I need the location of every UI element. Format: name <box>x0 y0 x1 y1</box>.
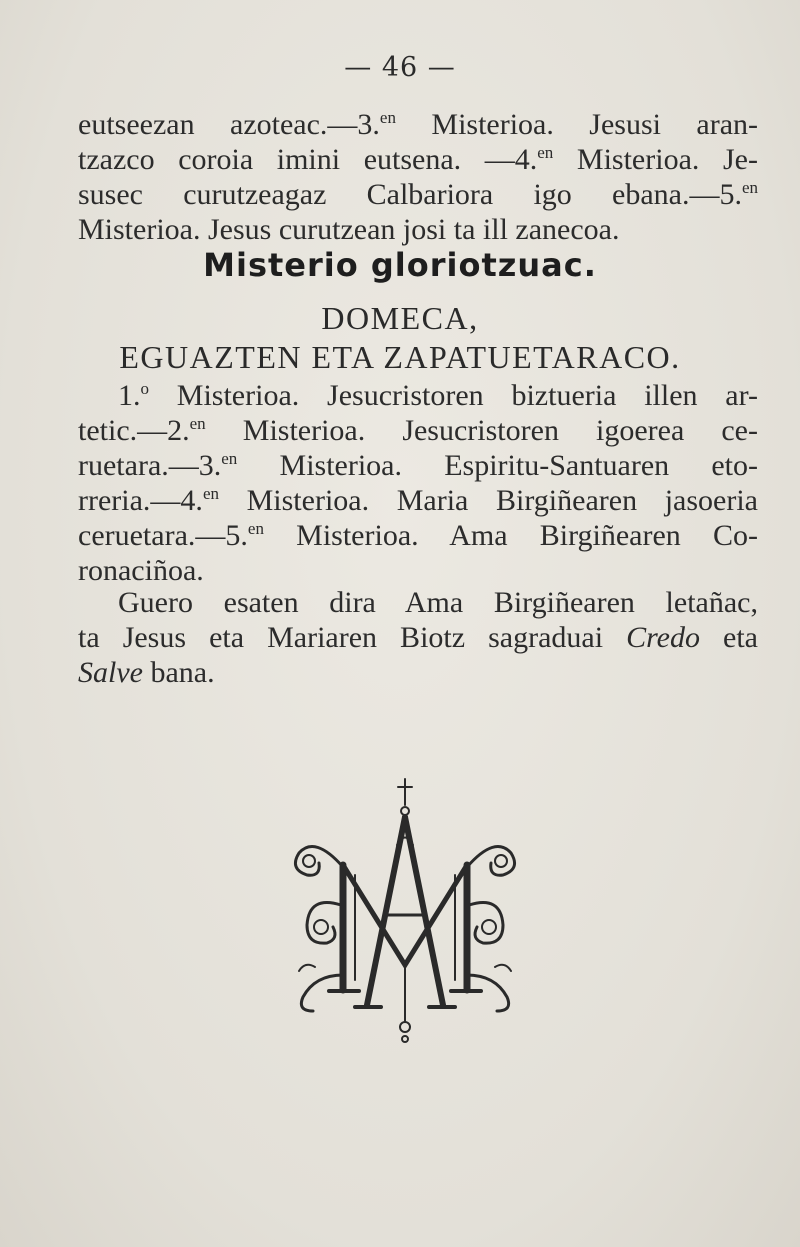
text-run: ruetara.—3. <box>78 449 222 482</box>
intro-paragraph <box>78 107 758 247</box>
text-run: susec curutzeagaz Calbariora igo ebana.—5. <box>78 178 742 211</box>
ordinal-suffix: en <box>537 143 554 162</box>
text-line <box>78 483 758 518</box>
text-run: Misterioa. Ama Birgiñearen Co- <box>263 519 758 552</box>
text-run: ta Jesus eta Mariaren Biotz sagraduai <box>78 621 627 654</box>
text-line <box>78 177 758 212</box>
text-line <box>78 378 758 413</box>
section-day: DOMECA, <box>321 300 479 336</box>
text-line: Misterioa. Jesus curutzean josi ta ill zanecoa. <box>78 213 620 246</box>
mysteries-paragraph <box>78 378 758 588</box>
ordinal-suffix: en <box>247 519 264 538</box>
ordinal-suffix: o <box>140 379 149 398</box>
text-line <box>78 518 758 553</box>
text-run: 1. <box>118 379 141 412</box>
text-run: bana. <box>142 656 215 689</box>
ordinal-suffix: en <box>221 449 238 468</box>
text-line <box>78 142 758 177</box>
text-line <box>78 620 758 655</box>
page-number: — 46 — <box>344 52 456 83</box>
text-run: Misterioa. Jesusi aran- <box>395 108 758 141</box>
text-run: Misterioa. Jesucristoren igoerea ce- <box>205 414 758 447</box>
ordinal-suffix: en <box>202 484 219 503</box>
text-run: Misterioa. Espiritu-Santuaren eto- <box>237 449 758 482</box>
text-run: eutseezan azoteac.—3. <box>78 108 380 141</box>
section-title: Misterio gloriotzuac. <box>203 246 597 284</box>
text-run: Misterioa. Jesucristoren biztueria illen ar- <box>149 379 758 412</box>
text-line <box>78 413 758 448</box>
italic-credo: Credo <box>626 621 700 654</box>
text-line: ronaciñoa. <box>78 554 204 587</box>
text-run: ceruetara.—5. <box>78 519 248 552</box>
ordinal-suffix: en <box>379 108 396 127</box>
text-run: Misterioa. Je- <box>553 143 758 176</box>
text-run: eta <box>699 621 758 654</box>
text-run: tetic.—2. <box>78 414 190 447</box>
text-run: Misterioa. Maria Birgiñearen jasoeria <box>218 484 758 517</box>
italic-salve: Salve <box>78 656 143 689</box>
ordinal-suffix: en <box>189 414 206 433</box>
closing-paragraph <box>78 585 758 690</box>
text-line <box>78 448 758 483</box>
section-days: EGUAZTEN ETA ZAPATUETARACO. <box>119 339 681 375</box>
text-line <box>78 107 758 142</box>
text-line <box>78 655 758 690</box>
text-run: rreria.—4. <box>78 484 203 517</box>
ordinal-suffix: en <box>741 178 758 197</box>
marian-monogram-icon <box>285 775 525 1045</box>
text-run: tzazco coroia imini eutsena. —4. <box>78 143 538 176</box>
text-line: Guero esaten dira Ama Birgiñearen letañac, <box>118 586 758 619</box>
